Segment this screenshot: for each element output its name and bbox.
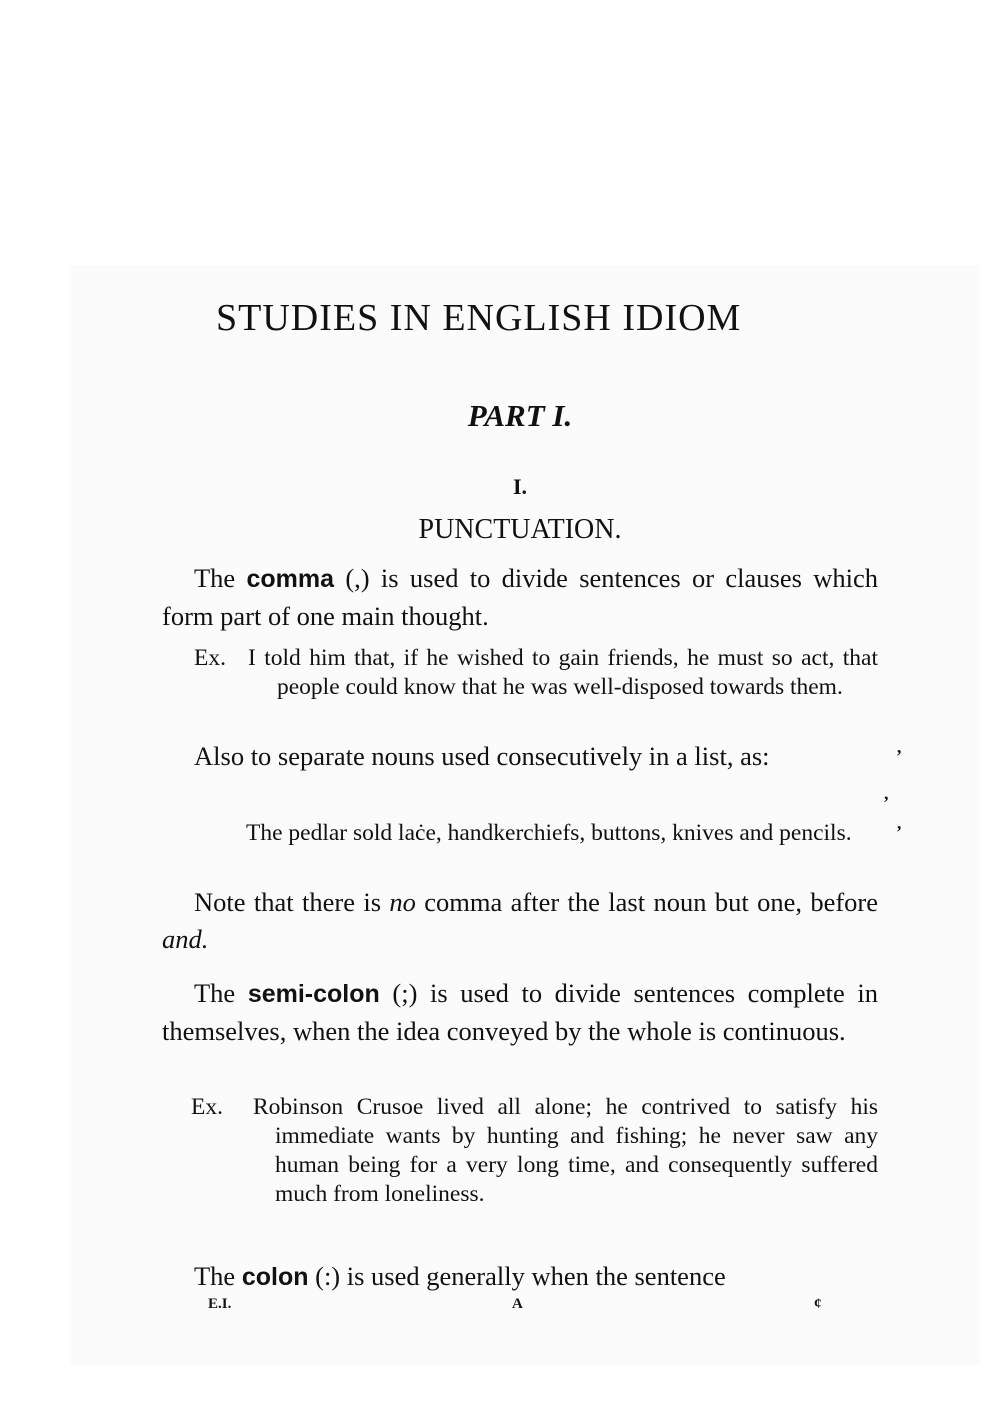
comma-example: [162, 644, 878, 702]
footer-signature-center: A: [512, 1296, 523, 1312]
semicolon-example-text: Robinson Crusoe lived all alone; he contrived to satisfy his immediate wants by hunting and fishing; he never saw any human being for a very long time, and consequently suffered much from loneliness.: [253, 1094, 878, 1207]
comma-intro-post: (,) is used to divide sentences or clauses which form part of one main thought.: [162, 563, 878, 631]
note-emphasis-no: no: [389, 887, 416, 917]
semicolon-paragraph: [162, 975, 878, 1050]
margin-mark-3: ʼ: [896, 822, 902, 842]
colon-intro-pre: The: [194, 1261, 242, 1291]
comma-term: comma: [246, 565, 335, 593]
list-example: The pedlar sold laċe, handkerchiefs, buttons, knives and pencils.: [246, 820, 852, 846]
semicolon-example-label: Ex.: [191, 1094, 223, 1120]
comma-intro-pre: The: [194, 563, 247, 593]
section-numeral: I.: [512, 474, 528, 499]
note-mid: comma after the last noun but one, before: [415, 887, 879, 917]
note-paragraph: [162, 884, 878, 958]
footer-signature-left: E.I.: [208, 1296, 232, 1312]
book-title: STUDIES IN ENGLISH IDIOM: [216, 297, 742, 339]
semicolon-term: semi-colon: [247, 980, 380, 1008]
semicolon-intro-pre: The: [194, 978, 248, 1008]
comma-example-label: Ex.: [194, 645, 226, 671]
margin-mark-1: ʼ: [896, 746, 902, 766]
part-title: PART I.: [467, 398, 573, 433]
margin-mark-2: ,: [884, 783, 889, 803]
note-pre: Note that there is: [194, 887, 390, 917]
semicolon-intro-post: (;) is used to divide sentences complete in themselves, when the idea conveyed by the whole is continuous.: [162, 978, 878, 1046]
comma-example-text: I told him that, if he wished to gain friends, he must so act, that people could know that he was well-disposed towards them.: [248, 645, 878, 700]
colon-paragraph: [162, 1258, 878, 1296]
semicolon-example: [162, 1093, 878, 1209]
footer-signature-right: ¢: [814, 1296, 822, 1312]
section-heading: PUNCTUATION.: [418, 514, 622, 545]
colon-intro-post: (:) is used generally when the sentence: [308, 1261, 726, 1291]
note-emphasis-and: and.: [162, 924, 209, 954]
list-paragraph: Also to separate nouns used consecutively in a list, as:: [194, 741, 770, 771]
colon-term: colon: [241, 1263, 309, 1291]
comma-paragraph: [162, 560, 878, 635]
